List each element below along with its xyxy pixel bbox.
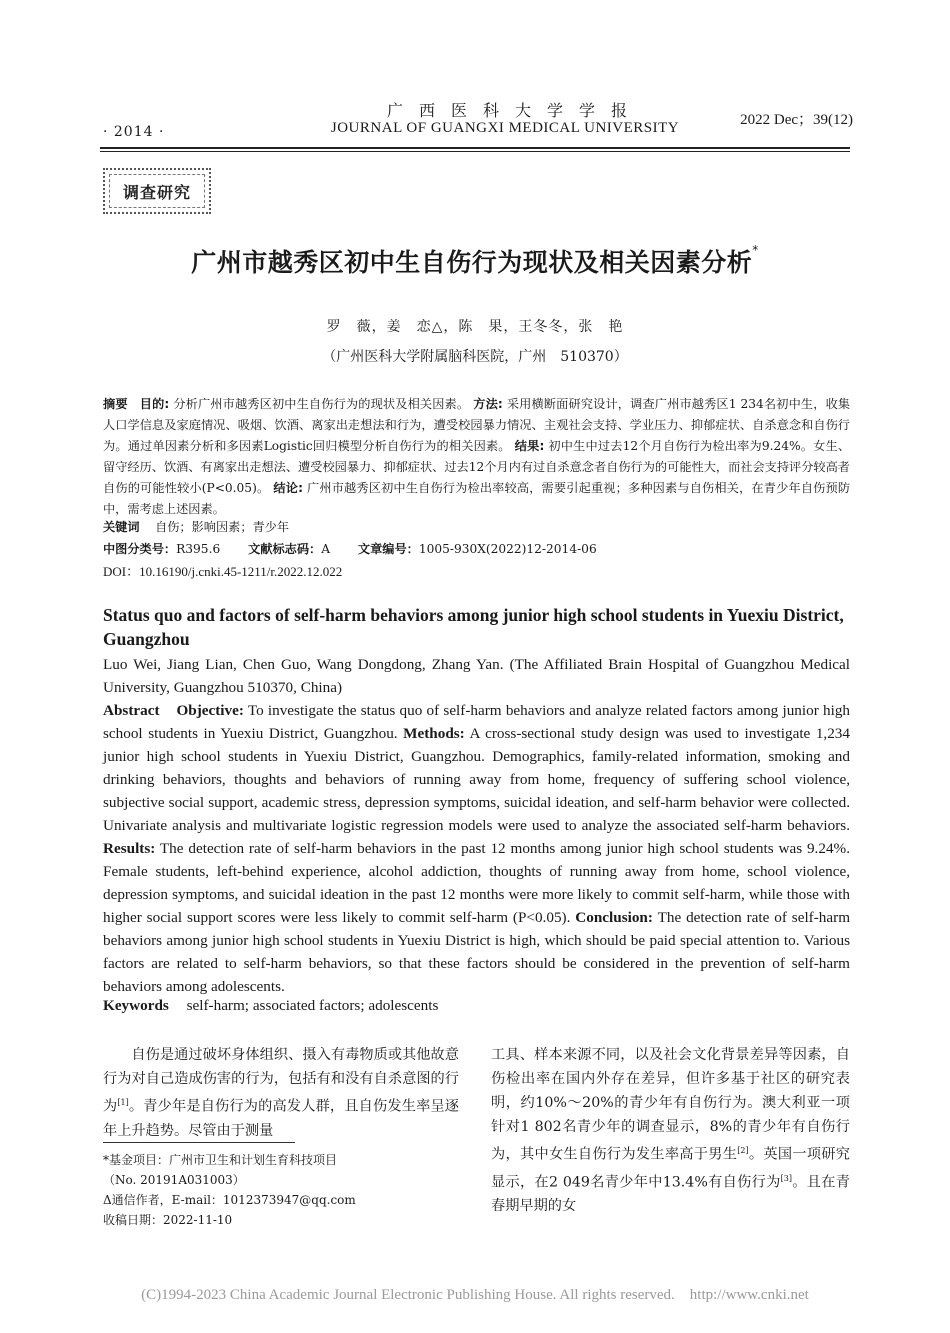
article-title-en: Status quo and factors of self-harm behaviors among junior high school students in Yuexiu District, Guangzhou <box>103 605 844 649</box>
keywords-en-label: Keywords <box>103 997 169 1014</box>
doi: DOI：10.16190/j.cnki.45-1211/r.2022.12.022 <box>103 564 343 579</box>
footnotes <box>103 1150 463 1230</box>
objective-en: To investigate the status quo of self-harm behaviors and analyze related factors among junior high school students in Yuexiu District, Guangzhou. <box>103 702 851 742</box>
affiliation-cn: （广州医科大学附属脑科医院，广州 510370） <box>322 349 628 365</box>
abstract-cn <box>103 394 850 520</box>
abstract-cn-label: 摘要 <box>103 397 128 411</box>
keywords-en <box>103 994 850 1017</box>
objective-label-en: Objective: <box>176 702 244 719</box>
header-rule <box>100 147 850 149</box>
results-cn: 初中生中过去12个月自伤行为检出率为9.24%。女生、留守经历、饮酒、有离家出走想法、遭受校园暴力、抑郁症状、过去12个月内有过自杀意念者自伤行为的可能性大，而社会支持评分较高者自伤的可能性较小(P<0.05)。 <box>103 439 851 495</box>
results-label-cn: 结果: <box>514 439 545 453</box>
section-badge <box>103 168 211 214</box>
body-text: 工具、样本来源不同，以及社会文化背景差异等因素，自伤检出率在国内外存在差异，但许多基于社区的研究表明，约10%～20%的青少年有自伤行为。澳大利亚一项针对1 802名青少年的调查显示，8%的青少年有自伤行为，其中女生自伤行为发生率高于男生 <box>491 1047 850 1163</box>
classification-meta <box>103 540 597 557</box>
issue-info: 2022 Dec；39(12) <box>740 112 853 128</box>
body-text: 。英国一项研究显示，在2 049名青少年中13.4%有自伤行为 <box>491 1146 850 1191</box>
results-label-en: Results: <box>103 840 156 857</box>
article-no-value: 1005-930X(2022)12-2014-06 <box>418 542 597 556</box>
received-date: 收稿日期：2022-11-10 <box>103 1213 233 1227</box>
keywords-cn <box>103 518 289 535</box>
methods-label-cn: 方法: <box>473 397 503 411</box>
title-cn-text: 广州市越秀区初中生自伤行为现状及相关因素分析 <box>191 248 753 277</box>
methods-cn: 采用横断面研究设计，调查广州市越秀区1 234名初中生，收集人口学信息及家庭情况、吸烟、饮酒、离家出走想法和行为，遭受校园暴力情况、主观社会支持、学业压力、抑郁症状、自杀意念和自伤行为。通过单因素分析和多因素Logistic回归模型分析自伤行为的相关因素。 <box>103 397 851 453</box>
fund-note: *基金项目：广州市卫生和计划生育科技项目 <box>103 1153 338 1167</box>
section-badge-label: 调查研究 <box>109 174 205 208</box>
conclusion-en: The detection rate of self-harm behaviors among junior high school students in Yuexiu District is high, which should be paid special attention to. Various factors are related to self-harm behaviors, so that these factors should be considered in the prevention of self-harm behaviors among adolescents. <box>103 909 851 995</box>
abstract-en-label: Abstract <box>103 702 160 719</box>
header-rule-thin <box>100 151 850 152</box>
conclusion-cn: 广州市越秀区初中生自伤行为检出率较高，需要引起重视；多种因素与自伤相关，在青少年自伤预防中，需考虑上述因素。 <box>103 481 851 516</box>
objective-cn: 分析广州市越秀区初中生自伤行为的现状及相关因素。 <box>173 397 470 411</box>
conclusion-label-cn: 结论: <box>273 481 303 495</box>
journal-name-cn: 广西医科大学学报 <box>386 101 643 120</box>
authors-en: Luo Wei, Jiang Lian, Chen Guo, Wang Dongdong, Zhang Yan. (The Affiliated Brain Hospital of Guangzhou Medical University, Guangzhou 510370, China) <box>103 656 850 696</box>
body-text: 。且在青春期早期的女 <box>491 1174 850 1215</box>
funding-mark: * <box>752 243 759 257</box>
citation-ref[interactable]: [3] <box>780 1173 792 1183</box>
copyright-notice: (C)1994-2023 China Academic Journal Electronic Publishing House. All rights reserved. http://www.cnki.net <box>141 1287 809 1303</box>
article-title-cn <box>100 243 850 279</box>
citation-ref[interactable]: [2] <box>737 1146 749 1155</box>
authors-cn: 罗 薇，姜 恋△，陈 果，王冬冬，张 艳 <box>326 319 624 335</box>
clc-label: 中图分类号： <box>103 542 177 556</box>
doc-code-value: A <box>321 542 331 556</box>
keywords-cn-label: 关键词 <box>103 520 140 534</box>
results-en: The detection rate of self-harm behaviors in the past 12 months among junior high school students was 9.24%. Female students, left-behind experience, alcohol addiction, thoughts of running away from home, school violence, depression symptoms, and suicidal ideation in the past 12 months were more likely to commit self-harm, while those with higher social support scores were less likely to commit self-harm (P<0.05). <box>103 840 850 926</box>
conclusion-label-en: Conclusion: <box>575 909 653 926</box>
intro-paragraph <box>103 1043 459 1143</box>
body-column-left <box>103 1043 459 1143</box>
clc-value: R395.6 <box>176 542 221 556</box>
citation-ref[interactable]: [1] <box>117 1098 129 1107</box>
article-no-label: 文章编号： <box>357 542 419 556</box>
keywords-cn-text: 自伤；影响因素；青少年 <box>155 520 290 534</box>
objective-label-cn: 目的: <box>139 397 170 411</box>
body-column-right <box>491 1043 850 1218</box>
body-text: 。青少年是自伤行为的高发人群，且自伤发生率呈逐年上升趋势。尽管由于测量 <box>103 1098 459 1139</box>
methods-en: A cross-sectional study design was used to investigate 1,234 junior high school students in Yuexiu District, Guangzhou. Demographics, family-related information, smoking and drinking behaviors, thoughts and behaviors of running away from home, frequency of suffering school violence, subjective social support, academic stress, depression symptoms, suicidal ideation, and self-harm behavior were collected. Univariate analysis and multivariate logistic regression models were used to analyze the associated self-harm behaviors. <box>103 725 850 834</box>
journal-name-en: JOURNAL OF GUANGXI MEDICAL UNIVERSITY <box>330 120 680 136</box>
doc-code-label: 文献标志码： <box>248 542 322 556</box>
keywords-en-text: self-harm; associated factors; adolescents <box>186 997 439 1014</box>
footnote-rule <box>103 1142 295 1143</box>
methods-label-en: Methods: <box>403 725 465 742</box>
body-text: 自伤是通过破坏身体组织、摄入有毒物质或其他故意行为对自己造成伤害的行为，包括有和没有自杀意图的行为 <box>103 1047 459 1115</box>
fund-number: （No. 20191A031003） <box>103 1173 245 1187</box>
page-number: · 2014 · <box>103 124 165 140</box>
abstract-en <box>103 699 850 998</box>
corresponding-author: Δ通信作者，E-mail：1012373947@qq.com <box>103 1193 356 1207</box>
